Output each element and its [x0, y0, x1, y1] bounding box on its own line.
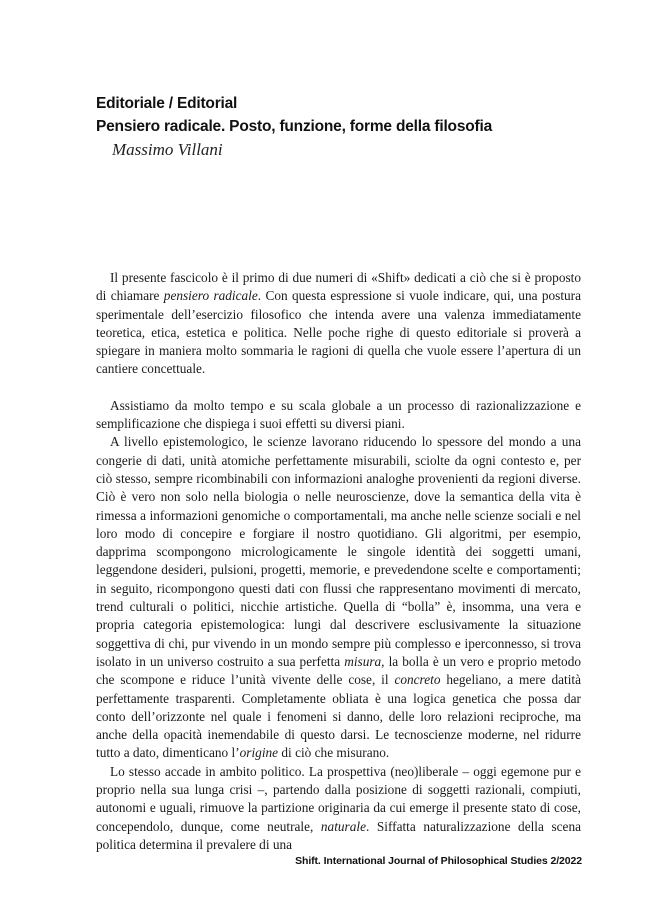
- article-body: [96, 269, 581, 854]
- text-run: , la bolla è un vero e proprio metodo che scompone e riduce l’unità vivente delle cose, il: [96, 653, 581, 688]
- text-run: di ciò che misurano.: [278, 745, 390, 761]
- italic-run: naturale: [320, 818, 366, 834]
- text-run: . Siffatta naturalizzazione della scena politica determina il prevalere di una: [96, 818, 581, 852]
- article-title: Pensiero radicale. Posto, funzione, forme della filosofia: [96, 118, 492, 135]
- text-run: A livello epistemologico, le scienze lavorano riducendo lo spessore del mondo a una congerie di dati, unità atomiche perfettamente misurabili, sciolte da ogni contesto e, per ciò stesso, sempre ricombinabili con informazioni analoghe provenienti da regioni diverse. Ciò è vero non solo nella biologia o nelle neuroscienze, dove la semantica della vita è rimessa a informazioni genomiche o comportamentali, ma anche nelle scienze sociali e nel loro modo di concepire e forgiare il nostro quotidiano. Gli algoritmi, per esempio, dapprima scompongono micrologicamente le singole identità dei soggetti umani, leggendone desideri, pulsioni, progetti, memorie, e prevedendone scelte e comportamenti; in seguito, ricompongono questi dati con flussi che rappresentano movimenti di mercato, trend culturali o politici, nicchie artistiche. Quella di “bolla” è, insomma, una vera e propria categoria epistemologica: lungi dal descrivere esclusivamente la situazione soggettiva di chi, pur vivendo in un mondo sempre più complesso e iperconnesso, si trova isolato in un universo costruito a sua perfetta: [96, 434, 581, 669]
- journal-footer: Shift. International Journal of Philosophical Studies 2/2022: [295, 855, 582, 867]
- text-run: hegeliano, a mere datità perfettamente trasparenti. Completamente obliata è una logica genetica che possa dar conto dell’orizzonte nel quale i fenomeni si danno, delle loro relazioni reciproche, ma anche della opacità inemendabile di questo darsi. Le tecnoscienze moderne, nel ridurre tutto a dato, dimenticano l’: [96, 672, 582, 761]
- author-name: Massimo Villani: [112, 140, 223, 159]
- text-run: Lo stesso accade in ambito politico. La prospettiva (neo)liberale – oggi egemone pur e proprio nella sua lunga crisi –, partendo dalla posizione di soggetti razionali, compiuti, autonomi e uguali, rimuove la partizione originaria da cui emerge il presente stato di cose, concependolo, dunque, come neutrale,: [96, 763, 581, 834]
- text-run: Il presente fascicolo è il primo di due numeri di «Shift» dedicati a ciò che si è proposto di chiamare: [96, 270, 581, 304]
- text-run: . Con questa espressione si vuole indicare, qui, una postura sperimentale dell’esercizio filosofico che intenda avere una valenza immediatamente teoretica, etica, estetica e politica. Nelle poche righe di questo editoriale si proverà a spiegare in maniera molto sommaria le ragioni di quella che vuole essere l’apertura di un cantiere concettuale.: [96, 288, 582, 377]
- paragraph-2: Assistiamo da molto tempo e su scala globale a un processo di razionalizzazione e semplificazione che dispiega i suoi effetti su diversi piani.: [96, 397, 581, 432]
- italic-run: origine: [239, 745, 279, 761]
- italic-run: concreto: [394, 672, 441, 688]
- italic-run: misura: [344, 653, 382, 669]
- article-header: [96, 92, 576, 162]
- paragraph-4: [96, 763, 581, 854]
- section-kicker: Editoriale / Editorial: [96, 95, 238, 112]
- italic-run: pensiero radicale: [163, 288, 258, 304]
- paragraph-3: [96, 433, 581, 762]
- paragraph-1: [96, 269, 581, 379]
